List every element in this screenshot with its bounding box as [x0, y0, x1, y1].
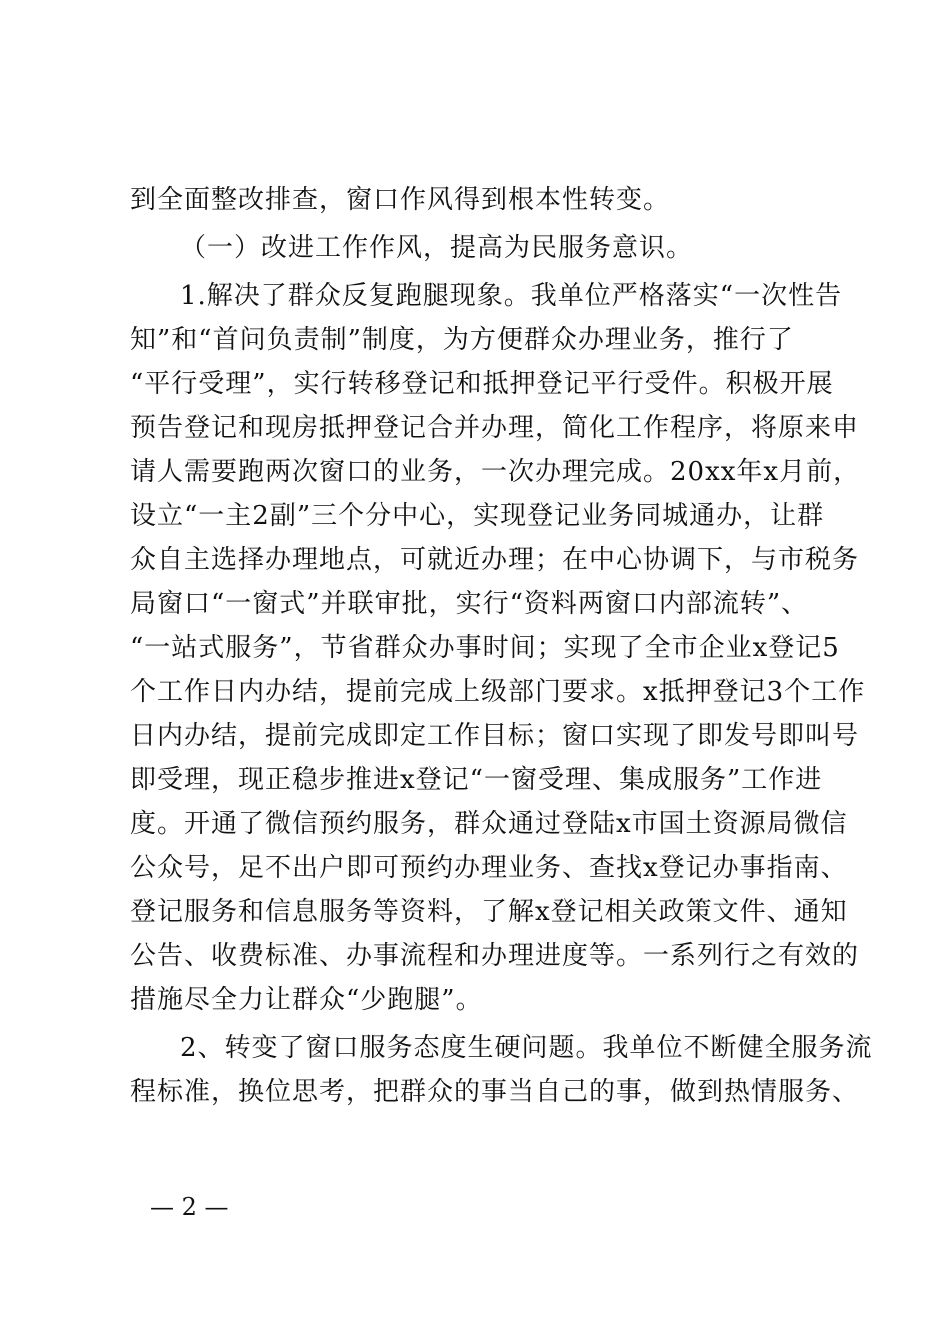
- section-heading: （一）改进工作作风，提高为民服务意识。: [180, 233, 694, 263]
- page-number: — 2 —: [150, 1193, 229, 1221]
- text-line: 程标准，换位思考，把群众的事当自己的事，做到热情服务、: [130, 1077, 860, 1107]
- text-line: 设立“一主2副”三个分中心，实现登记业务同城通办，让群: [130, 501, 825, 531]
- text-line: 措施尽全力让群众“少跑腿”。: [130, 985, 483, 1015]
- text-line: 预告登记和现房抵押登记合并办理，简化工作程序，将原来申: [130, 413, 860, 443]
- text-line: 公告、收费标准、办事流程和办理进度等。一系列行之有效的: [130, 941, 860, 971]
- text-line: “一站式服务”，节省群众办事时间；实现了全市企业x登记5: [130, 633, 840, 663]
- text-line: 即受理，现正稳步推进x登记“一窗受理、集成服务”工作进: [130, 765, 823, 795]
- text-line: 2、转变了窗口服务态度生硬问题。我单位不断健全服务流: [180, 1033, 873, 1063]
- text-line: 度。开通了微信预约服务，群众通过登陆x市国土资源局微信: [130, 809, 848, 839]
- text-line: 请人需要跑两次窗口的业务，一次办理完成。20xx年x月前，: [130, 457, 861, 487]
- text-line: 局窗口“一窗式”并联审批，实行“资料两窗口内部流转”、: [130, 589, 809, 619]
- text-line: 1.解决了群众反复跑腿现象。我单位严格落实“一次性告: [180, 281, 843, 311]
- text-line: 到全面整改排查，窗口作风得到根本性转变。: [130, 185, 671, 215]
- text-line: 公众号，足不出户即可预约办理业务、查找x登记办事指南、: [130, 853, 848, 883]
- text-line: 个工作日内办结，提前完成上级部门要求。x抵押登记3个工作: [130, 677, 866, 707]
- text-line: 登记服务和信息服务等资料，了解x登记相关政策文件、通知: [130, 897, 848, 927]
- text-line: 知”和“首问负责制”制度，为方便群众办理业务，推行了: [130, 325, 794, 355]
- text-line: “平行受理”，实行转移登记和抵押登记平行受件。积极开展: [130, 369, 834, 399]
- text-line: 日内办结，提前完成即定工作目标；窗口实现了即发号即叫号: [130, 721, 860, 751]
- text-line: 众自主选择办理地点，可就近办理；在中心协调下，与市税务: [130, 545, 860, 575]
